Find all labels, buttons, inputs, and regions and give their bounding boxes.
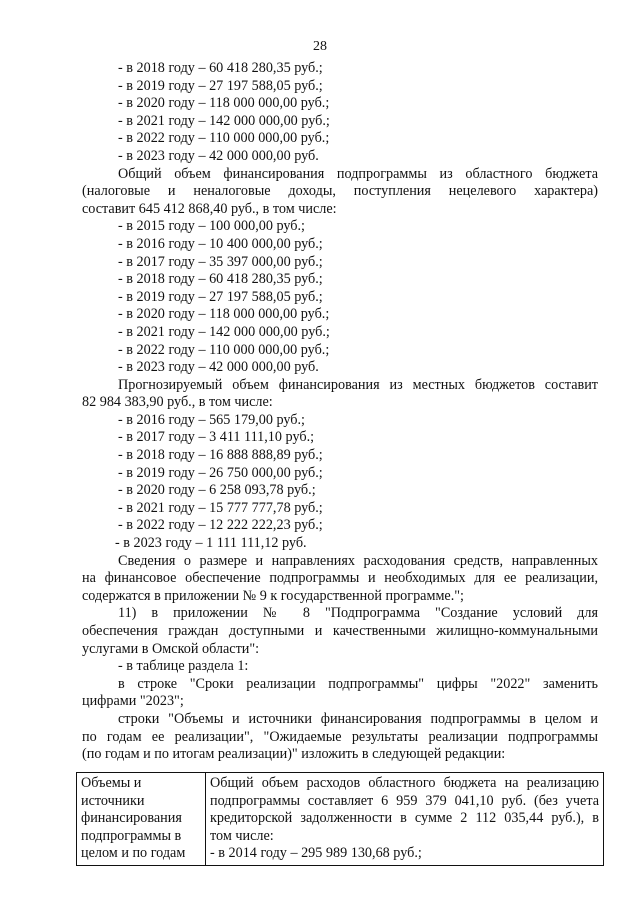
table-content-cell xyxy=(206,773,604,866)
table-row xyxy=(77,773,604,866)
text-line: составит 645 412 868,40 руб., в том числе: xyxy=(82,200,337,217)
table-label-cell xyxy=(77,773,206,866)
text-line: - в таблице раздела 1: xyxy=(118,658,249,675)
table-label-line: подпрограммы в xyxy=(81,827,182,844)
text-line: Прогнозируемый объем финансирования из местных бюджетов составит xyxy=(118,376,598,393)
text-line: - в 2021 году – 15 777 777,78 руб.; xyxy=(118,499,323,516)
text-line: - в 2018 году – 16 888 888,89 руб.; xyxy=(118,447,323,464)
text-line: - в 2019 году – 27 197 588,05 руб.; xyxy=(118,288,323,305)
text-line: (по годам и по итогам реализации)" изложить в следующей редакции: xyxy=(82,746,506,763)
table-content-line: Общий объем расходов областного бюджета на реализацию xyxy=(210,775,599,791)
table-label-line: Объемы и xyxy=(81,775,142,791)
text-line: (налоговые и неналоговые доходы, поступления нецелевого характера) xyxy=(82,183,598,200)
text-line: - в 2020 году – 6 258 093,78 руб.; xyxy=(118,482,316,499)
text-line: - в 2016 году – 10 400 000,00 руб.; xyxy=(118,235,323,252)
table-content-line: том числе: xyxy=(210,827,274,844)
text-line: услугами в Омской области": xyxy=(82,640,260,657)
text-line: 11) в приложении № 8 "Подпрограмма "Создание условий для xyxy=(118,605,598,622)
text-line: Общий объем финансирования подпрограммы из областного бюджета xyxy=(118,165,598,182)
text-line: в строке "Сроки реализации подпрограммы" цифры "2022" заменить xyxy=(118,675,598,692)
text-line: - в 2016 году – 565 179,00 руб.; xyxy=(118,411,305,428)
text-line: содержатся в приложении № 9 к государственной программе."; xyxy=(82,587,464,604)
table-label-line: источники xyxy=(81,792,145,809)
text-line: на финансовое обеспечение подпрограммы и необходимых для ее реализации, xyxy=(82,570,598,587)
text-line: - в 2020 году – 118 000 000,00 руб.; xyxy=(118,306,330,323)
text-line: - в 2017 году – 35 397 000,00 руб.; xyxy=(118,253,323,270)
text-line: - в 2019 году – 27 197 588,05 руб.; xyxy=(118,77,323,94)
text-line: - в 2021 году – 142 000 000,00 руб.; xyxy=(118,112,330,129)
table-content-line: подпрограммы составляет 6 959 379 041,10 руб. (без учета xyxy=(210,792,599,809)
subprogram-info-table xyxy=(76,772,604,866)
text-line: - в 2022 году – 12 222 222,23 руб.; xyxy=(118,517,323,534)
table-content-line: кредиторской задолженности в сумме 2 112 035,44 руб.), в xyxy=(210,810,599,827)
text-line: строки "Объемы и источники финансирования подпрограммы в целом и xyxy=(118,710,598,727)
text-line: Сведения о размере и направлениях расходования средств, направленных xyxy=(118,552,598,569)
text-line: цифрами "2023"; xyxy=(82,693,184,710)
text-line: - в 2018 году – 60 418 280,35 руб.; xyxy=(118,60,323,76)
table-label-line: финансирования xyxy=(81,810,182,827)
text-line: - в 2022 году – 110 000 000,00 руб.; xyxy=(118,341,330,358)
text-line: - в 2020 году – 118 000 000,00 руб.; xyxy=(118,95,330,112)
text-line: - в 2022 году – 110 000 000,00 руб.; xyxy=(118,130,330,147)
text-line: обеспечения граждан доступными и качественными жилищно-коммунальными xyxy=(82,623,598,639)
text-line: - в 2023 году – 42 000 000,00 руб. xyxy=(118,147,319,164)
text-line: - в 2019 году – 26 750 000,00 руб.; xyxy=(118,464,323,481)
text-line: - в 2015 году – 100 000,00 руб.; xyxy=(118,218,305,235)
table-content-line: - в 2014 году – 295 989 130,68 руб.; xyxy=(210,845,422,862)
text-line: - в 2018 году – 60 418 280,35 руб.; xyxy=(118,271,323,288)
document-body xyxy=(82,60,598,764)
text-line: - в 2021 году – 142 000 000,00 руб.; xyxy=(118,323,330,340)
text-line: - в 2023 году – 1 111 111,12 руб. xyxy=(115,535,307,552)
text-line: - в 2023 году – 42 000 000,00 руб. xyxy=(118,359,319,376)
text-line: - в 2017 году – 3 411 111,10 руб.; xyxy=(118,429,315,446)
table-label-line: целом и по годам xyxy=(81,845,186,862)
text-line: по годам ее реализации", "Ожидаемые результаты реализации подпрограммы xyxy=(82,728,598,745)
text-line: 82 984 383,90 руб., в том числе: xyxy=(82,394,273,411)
page-number: 28 xyxy=(313,39,327,54)
